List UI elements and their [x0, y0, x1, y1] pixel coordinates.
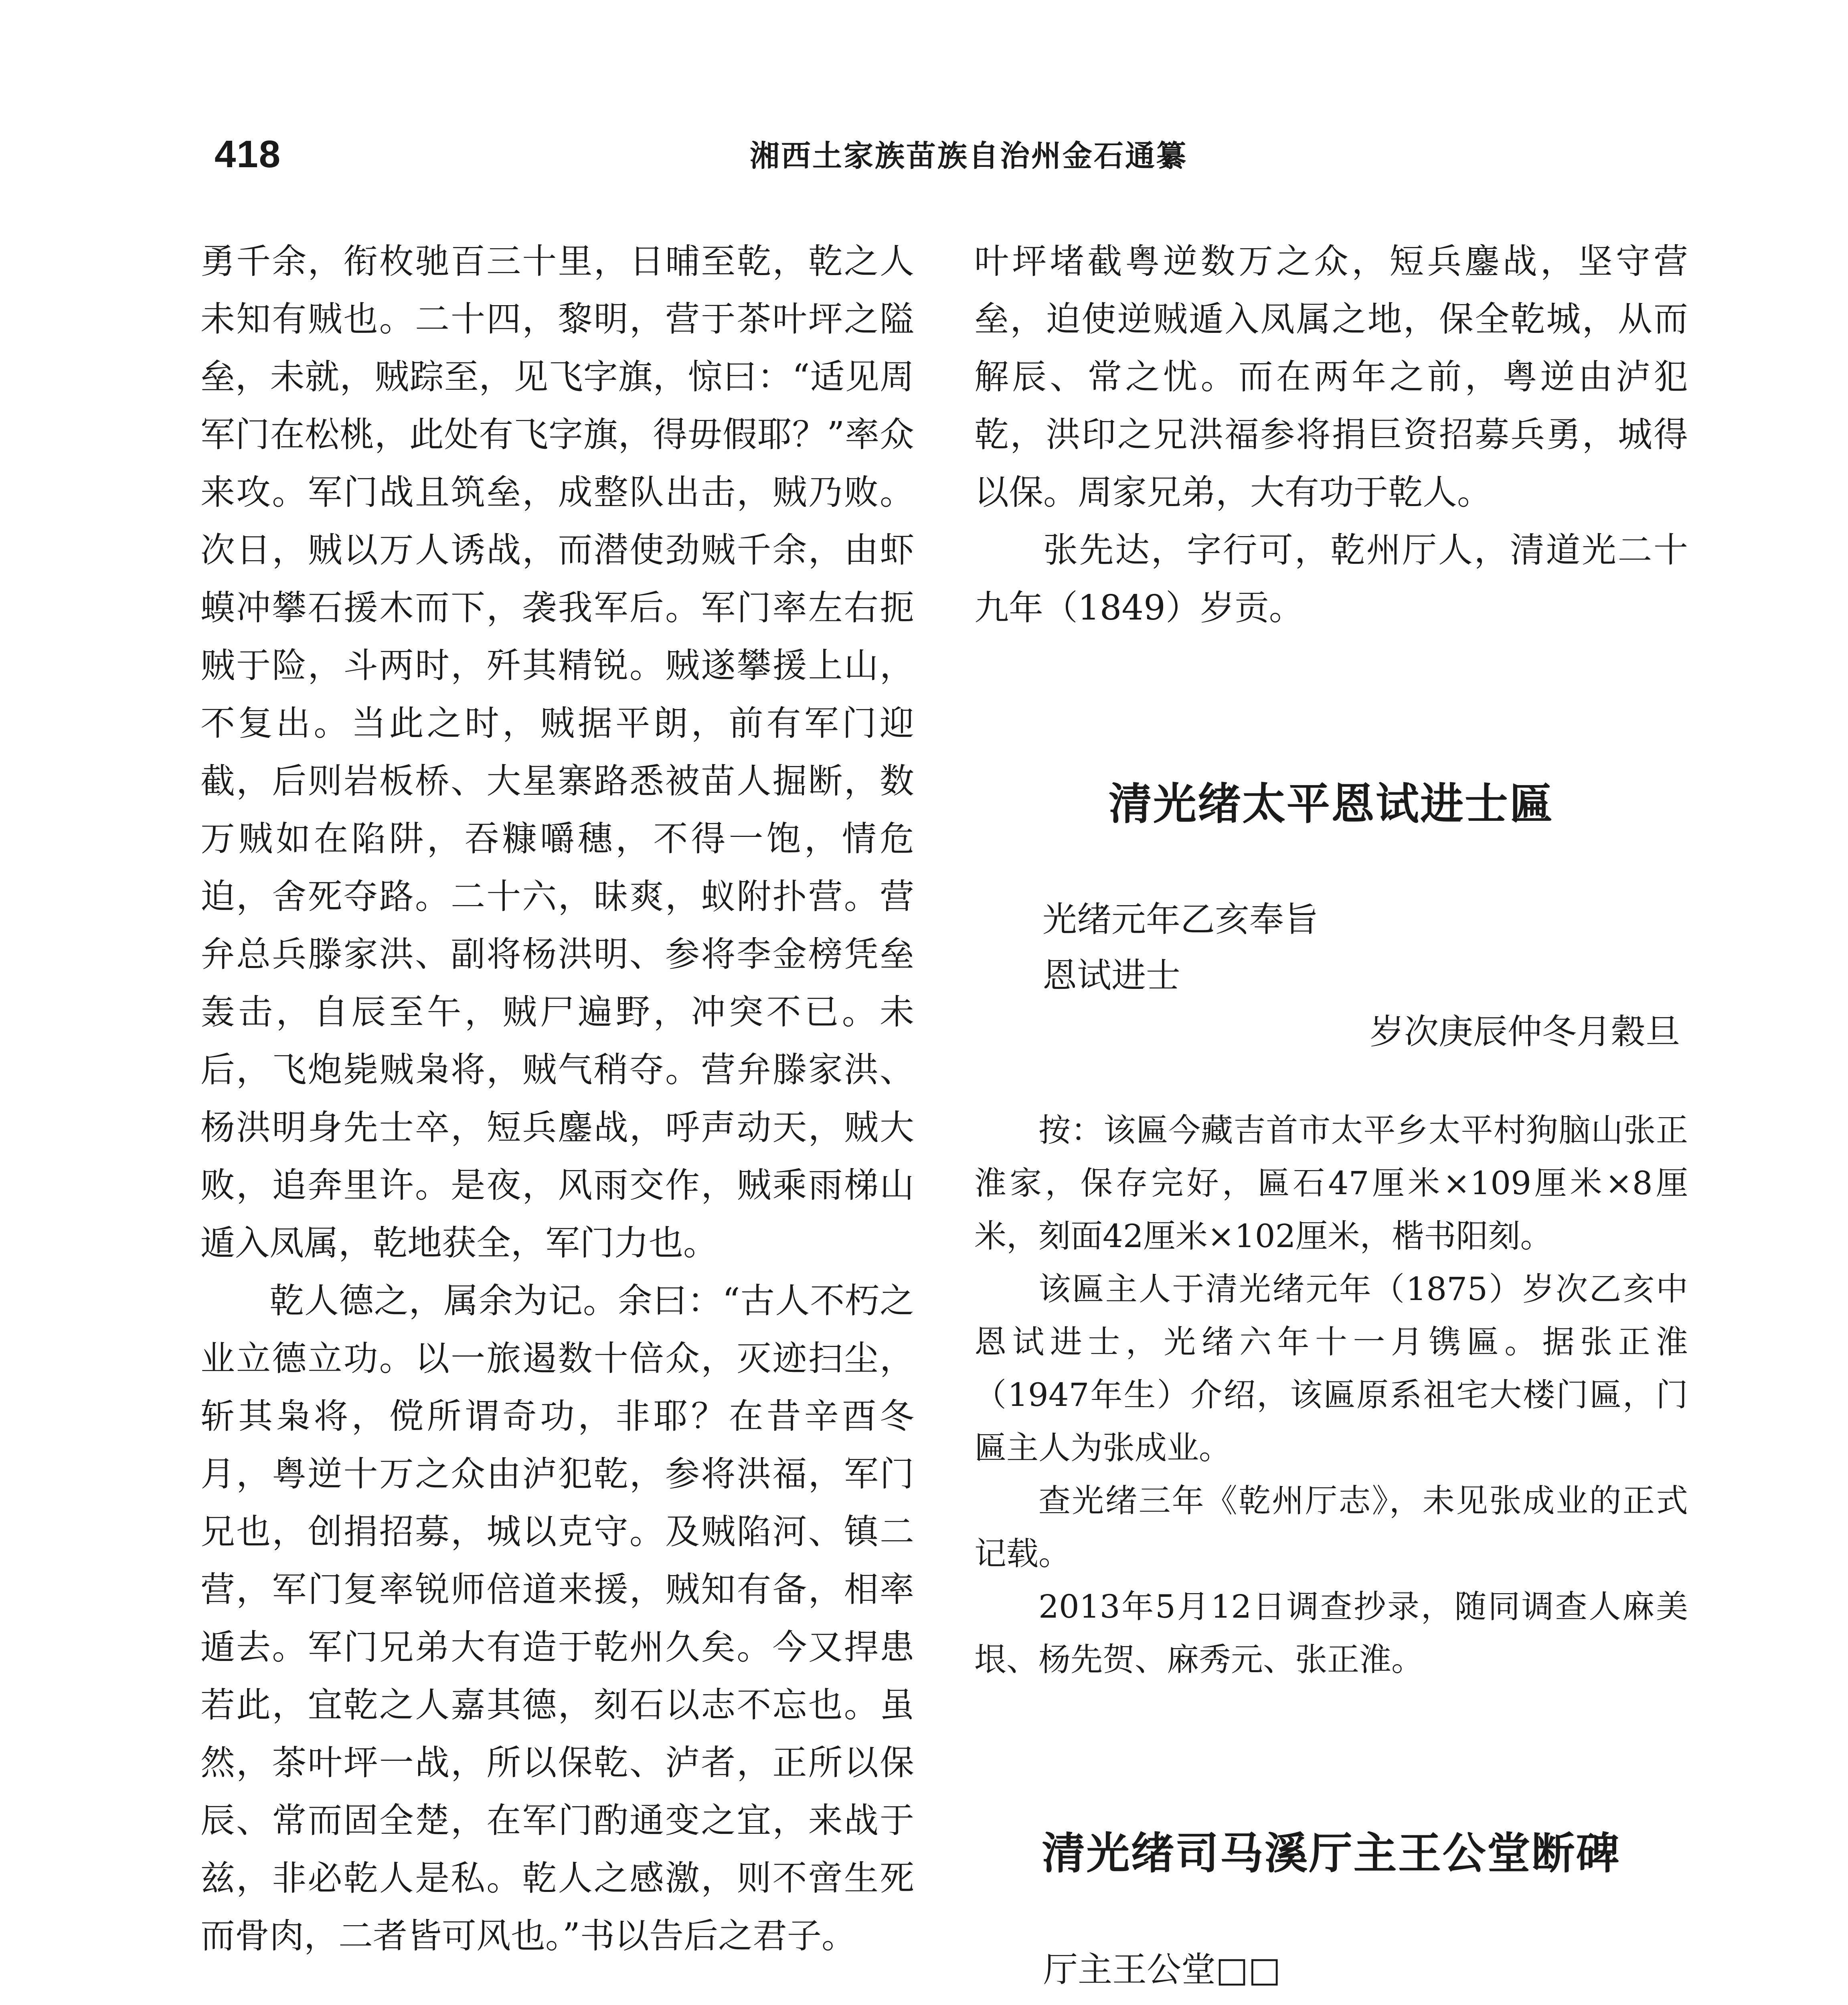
note-paragraph: 查光绪三年《乾州厅志》，未见张成业的正式记载。 — [974, 1482, 1688, 1572]
page-number: 418 — [215, 133, 281, 176]
note-paragraph: 2013年5月12日调查抄录，随同调查人麻美垠、杨先贺、麻秀元、张正淮。 — [974, 1588, 1688, 1678]
body-paragraph — [974, 1999, 1688, 2005]
left-column — [200, 233, 914, 2005]
inscription-line: 厅主王公堂□□ — [1043, 1950, 1281, 1990]
section-title: 清光绪司马溪厅主王公堂断碑 — [1042, 1829, 1621, 1879]
body-paragraph: 张先达，字行可，乾州厅人，清道光二十九年（1849）岁贡。 — [974, 530, 1688, 628]
note-paragraph: 按：该匾今藏吉首市太平乡太平村狗脑山张正淮家，保存完好，匾石47厘米×109厘米×8厘米，刻面42厘米×102厘米，楷书阳刻。 — [974, 1112, 1688, 1255]
body-paragraph: 勇千余，衔枚驰百三十里，日晡至乾，乾之人未知有贼也。二十四，黎明，营于茶叶坪之隘垒，未就，贼踪至，见飞字旗，惊曰：“适见周军门在松桃，此处有飞字旗，得毋假耶？”率众来攻。军门战且筑垒，成整队出击，贼乃败。次日，贼以万人诱战，而潜使劲贼千余，由虾蟆冲攀石援木而下，袭我军后。军门率左右扼贼于险，斗两时，歼其精锐。贼遂攀援上山，不复出。当此之时，贼据平朗，前有军门迎截，后则岩板桥、大星寨路悉被苗人掘断，数万贼如在陷阱，吞糠嚼穗，不得一饱，情危迫，舍死夺路。二十六，昧爽，蚁附扑营。营弁总兵滕家洪、副将杨洪明、参将李金榜凭垒轰击，自辰至午，贼尸遍野，冲突不已。未后，飞炮毙贼枭将，贼气稍夺。营弁滕家洪、杨洪明身先士卒，短兵鏖战，呼声动天，贼大败，追奔里许。是夜，风雨交作，贼乘雨梯山遁入凤属，乾地获全，军门力也。 — [200, 241, 914, 1263]
inscription-line: 光绪元年乙亥奉旨 — [1042, 899, 1318, 940]
right-column — [974, 233, 1688, 2005]
note-paragraph: 该匾主人于清光绪元年（1875）岁次乙亥中恩试进士，光绪六年十一月镌匾。据张正淮（1947年生）介绍，该匾原系祖宅大楼门匾，门匾主人为张成业。 — [974, 1270, 1688, 1466]
body-paragraph: 乾人德之，属余为记。余曰：“古人不朽之业立德立功。以一旅遏数十倍众，灭迹扫尘，斩其枭将，傥所谓奇功，非耶？在昔辛酉冬月，粤逆十万之众由泸犯乾，参将洪福，军门兄也，创捐招募，城以克守。及贼陷河、镇二营，军门复率锐师倍道来援，贼知有备，相率遁去。军门兄弟大有造于乾州久矣。今又捍患若此，宜乾之人嘉其德，刻石以志不忘也。虽然，茶叶坪一战，所以保乾、泸者，正所以保辰、常而固全楚，在军门酌通变之宜，来战于兹，非必乾人是私。乾人之感激，则不啻生死而骨肉，二者皆可风也。”书以告后之君子。 — [200, 1281, 914, 1956]
section-title: 清光绪太平恩试进士匾 — [1108, 779, 1554, 829]
book-title: 湘西土家族苗族自治州金石通纂 — [750, 139, 1188, 173]
inscription-date: 岁次庚辰仲冬月穀旦 — [1370, 1012, 1680, 1052]
body-paragraph: 叶坪堵截粤逆数万之众，短兵鏖战，坚守营垒，迫使逆贼遁入凤属之地，保全乾城，从而解辰、常之忧。而在两年之前，粤逆由泸犯乾，洪印之兄洪福参将捐巨资招募兵勇，城得以保。周家兄弟，大有功于乾人。 — [974, 241, 1688, 512]
inscription-line: 恩试进士 — [1042, 956, 1180, 996]
